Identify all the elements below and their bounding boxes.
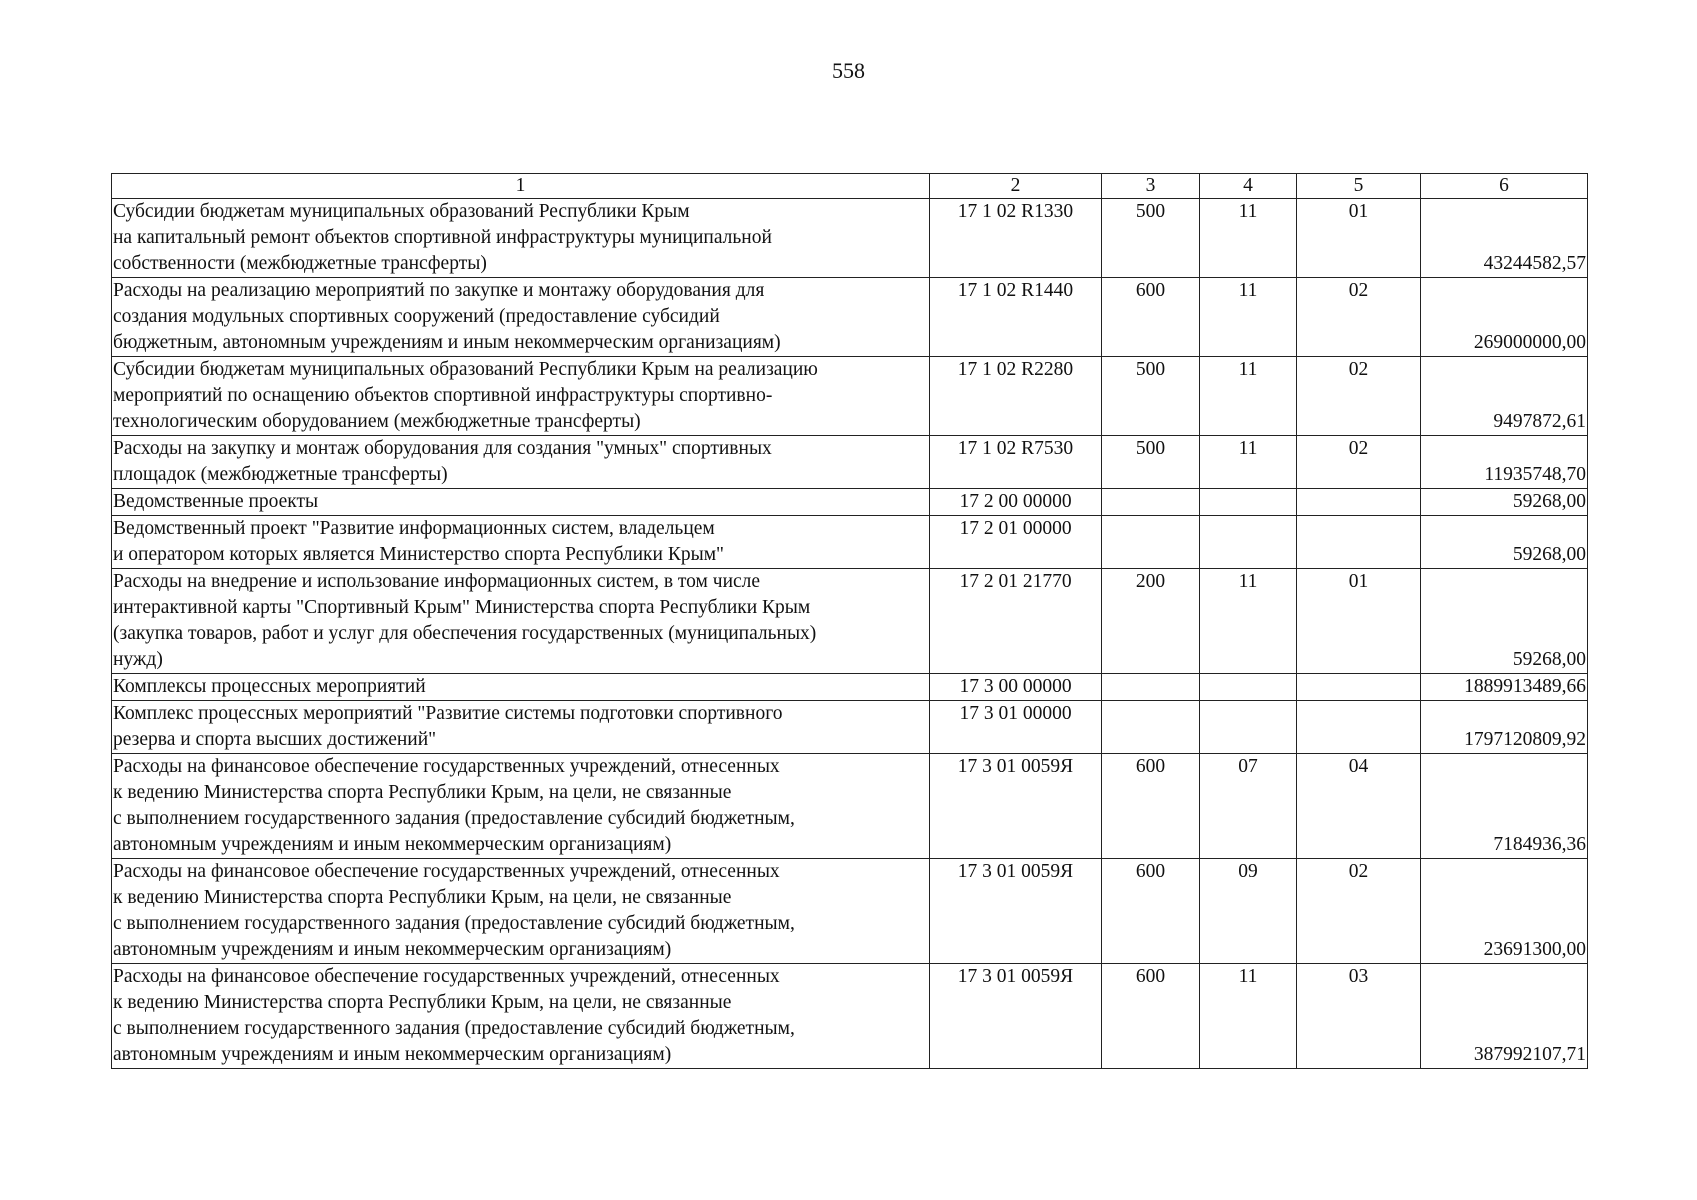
amount-cell: 59268,00 [1421,516,1588,569]
amount-cell: 43244582,57 [1421,199,1588,278]
expense-type-cell: 500 [1102,199,1200,278]
expense-name-cell: Расходы на внедрение и использование информационных систем, в том числе интерактивной карты "Спортивный Крым" Министерства спорта Республики Крым (закупка товаров, работ и услуг для обеспечения государственных (муниципальных) нужд) [112,569,930,674]
subsection-cell [1297,701,1421,754]
target-code-cell: 17 3 01 00000 [930,701,1102,754]
section-cell [1200,489,1297,516]
header-cell: 4 [1200,174,1297,199]
header-cell: 5 [1297,174,1421,199]
section-cell [1200,701,1297,754]
page-number: 558 [832,58,865,83]
expense-name-cell: Ведомственный проект "Развитие информационных систем, владельцем и оператором которых является Министерство спорта Республики Крым" [112,516,930,569]
amount-cell: 1889913489,66 [1421,674,1588,701]
target-code-cell: 17 2 01 21770 [930,569,1102,674]
subsection-cell [1297,516,1421,569]
amount-cell: 9497872,61 [1421,357,1588,436]
header-cell: 1 [112,174,930,199]
amount-cell: 59268,00 [1421,569,1588,674]
section-cell: 11 [1200,964,1297,1069]
expense-type-cell: 600 [1102,278,1200,357]
expense-name-cell: Расходы на реализацию мероприятий по закупке и монтажу оборудования для создания модульных спортивных сооружений (предоставление субсидий бюджетным, автономным учреждениям и иным некоммерческим организациям) [112,278,930,357]
amount-cell: 1797120809,92 [1421,701,1588,754]
table-header-row [112,174,1588,199]
target-code-cell: 17 3 01 0059Я [930,859,1102,964]
budget-table-body [112,174,1588,1069]
target-code-cell: 17 3 01 0059Я [930,964,1102,1069]
subsection-cell: 04 [1297,754,1421,859]
table-row [112,569,1588,674]
subsection-cell: 02 [1297,859,1421,964]
section-cell [1200,674,1297,701]
table-row [112,859,1588,964]
subsection-cell: 01 [1297,199,1421,278]
expense-name-cell: Расходы на закупку и монтаж оборудования для создания "умных" спортивных площадок (межбюджетные трансферты) [112,436,930,489]
section-cell: 11 [1200,436,1297,489]
expense-name-cell: Расходы на финансовое обеспечение государственных учреждений, отнесенных к ведению Министерства спорта Республики Крым, на цели, не связанные с выполнением государственного задания (предоставление субсидий бюджетным, автономным учреждениям и иным некоммерческим организациям) [112,754,930,859]
expense-type-cell [1102,516,1200,569]
subsection-cell: 03 [1297,964,1421,1069]
section-cell: 11 [1200,357,1297,436]
expense-type-cell: 600 [1102,964,1200,1069]
expense-name-cell: Субсидии бюджетам муниципальных образований Республики Крым на реализацию мероприятий по оснащению объектов спортивной инфраструктуры спортивно- технологическим оборудованием (межбюджетные трансферты) [112,357,930,436]
table-row [112,754,1588,859]
table-row [112,278,1588,357]
expense-type-cell: 600 [1102,859,1200,964]
table-row [112,357,1588,436]
amount-cell: 11935748,70 [1421,436,1588,489]
expense-name-cell: Расходы на финансовое обеспечение государственных учреждений, отнесенных к ведению Министерства спорта Республики Крым, на цели, не связанные с выполнением государственного задания (предоставление субсидий бюджетным, автономным учреждениям и иным некоммерческим организациям) [112,859,930,964]
target-code-cell: 17 1 02 R1440 [930,278,1102,357]
target-code-cell: 17 3 01 0059Я [930,754,1102,859]
section-cell: 11 [1200,569,1297,674]
target-code-cell: 17 3 00 00000 [930,674,1102,701]
subsection-cell [1297,489,1421,516]
target-code-cell: 17 1 02 R1330 [930,199,1102,278]
amount-cell: 7184936,36 [1421,754,1588,859]
expense-type-cell: 200 [1102,569,1200,674]
expense-type-cell [1102,489,1200,516]
header-cell: 2 [930,174,1102,199]
target-code-cell: 17 1 02 R2280 [930,357,1102,436]
section-cell: 07 [1200,754,1297,859]
header-cell: 6 [1421,174,1588,199]
table-row [112,199,1588,278]
table-row [112,436,1588,489]
expense-type-cell: 500 [1102,436,1200,489]
amount-cell: 59268,00 [1421,489,1588,516]
subsection-cell: 01 [1297,569,1421,674]
subsection-cell: 02 [1297,436,1421,489]
section-cell: 11 [1200,199,1297,278]
expense-name-cell: Субсидии бюджетам муниципальных образований Республики Крым на капитальный ремонт объектов спортивной инфраструктуры муниципальной собственности (межбюджетные трансферты) [112,199,930,278]
header-cell: 3 [1102,174,1200,199]
amount-cell: 23691300,00 [1421,859,1588,964]
amount-cell: 387992107,71 [1421,964,1588,1069]
subsection-cell [1297,674,1421,701]
expense-type-cell: 500 [1102,357,1200,436]
section-cell: 11 [1200,278,1297,357]
target-code-cell: 17 2 00 00000 [930,489,1102,516]
table-row [112,516,1588,569]
expense-type-cell: 600 [1102,754,1200,859]
expense-name-cell: Ведомственные проекты [112,489,930,516]
table-row [112,674,1588,701]
target-code-cell: 17 2 01 00000 [930,516,1102,569]
table-row [112,964,1588,1069]
subsection-cell: 02 [1297,278,1421,357]
expense-name-cell: Расходы на финансовое обеспечение государственных учреждений, отнесенных к ведению Министерства спорта Республики Крым, на цели, не связанные с выполнением государственного задания (предоставление субсидий бюджетным, автономным учреждениям и иным некоммерческим организациям) [112,964,930,1069]
budget-table [111,173,1588,1069]
section-cell [1200,516,1297,569]
expense-type-cell [1102,674,1200,701]
target-code-cell: 17 1 02 R7530 [930,436,1102,489]
expense-name-cell: Комплекс процессных мероприятий "Развитие системы подготовки спортивного резерва и спорта высших достижений" [112,701,930,754]
table-row [112,701,1588,754]
expense-type-cell [1102,701,1200,754]
amount-cell: 269000000,00 [1421,278,1588,357]
table-row [112,489,1588,516]
expense-name-cell: Комплексы процессных мероприятий [112,674,930,701]
subsection-cell: 02 [1297,357,1421,436]
section-cell: 09 [1200,859,1297,964]
